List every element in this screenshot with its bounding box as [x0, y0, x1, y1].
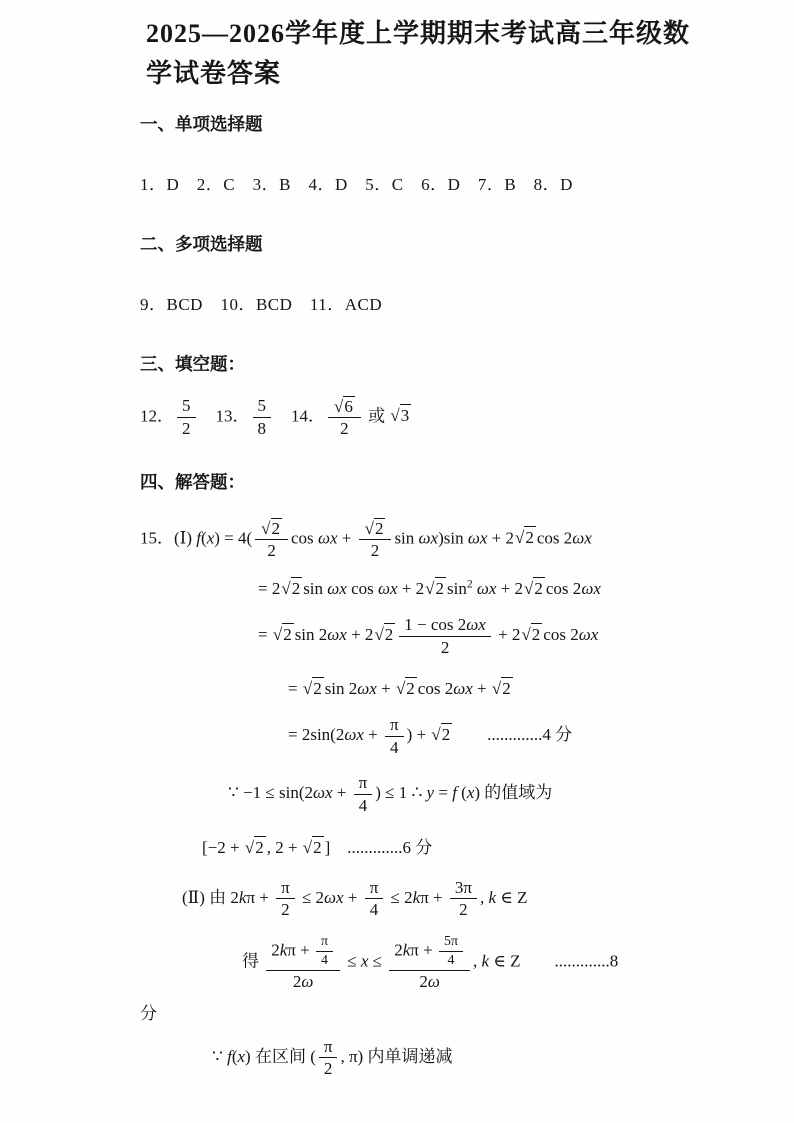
- sqrt-radical: √2: [431, 725, 451, 745]
- solution-line-3: = √2 sin 2ωx + 2√2 $\frac{1 - \cos 2\omega x}{2}$ + 2√2 cos 2ωx: [258, 615, 599, 657]
- fraction: $\frac{\pi}{4}$: [365, 878, 384, 920]
- fraction: $\frac{5}{2}$: [177, 396, 196, 438]
- math-variable: x: [360, 951, 369, 971]
- fraction: $\frac{√2}{2}$: [255, 518, 288, 561]
- math-variable: ωx: [344, 725, 364, 745]
- math-variable: k: [412, 887, 421, 907]
- fraction: 2kπ + $\frac{5\pi}{4}$ 2ω: [389, 934, 470, 992]
- math-variable: ωx: [378, 578, 398, 598]
- math-variable: f: [227, 1046, 232, 1066]
- fraction: 2kπ + $\frac{\pi}{4}$ 2ω: [266, 934, 340, 992]
- solution-line-7: [−2 + √2 , 2 + √2 ] .............6 分: [202, 837, 433, 857]
- section-4-heading: 四、解答题：: [140, 471, 245, 492]
- fraction: $\frac{\pi}{2}$: [276, 878, 295, 920]
- sqrt-radical: √2: [491, 679, 511, 699]
- sqrt-radical: √2: [302, 837, 322, 857]
- math-variable: x: [466, 783, 475, 803]
- math-variable: f: [452, 783, 457, 803]
- solution-line-2: = 2√2 sin ωx cos ωx + 2√2 $\sin^2 \omega x + 2√2$ cos 2ωx: [258, 577, 601, 598]
- fraction: $\frac{5}{8}$: [253, 396, 272, 438]
- fraction: $\frac{√2}{2}$: [359, 518, 392, 561]
- fraction: $\frac{3\pi}{2}$: [450, 878, 477, 920]
- section-3-heading: 三、填空题：: [140, 353, 245, 374]
- sqrt-radical: √2: [374, 624, 394, 644]
- solution-line-4: = √2 sin 2ωx + √2 cos 2ωx + √2: [288, 679, 511, 699]
- math-variable: k: [481, 951, 490, 971]
- section-2-heading: 二、多项选择题: [140, 233, 263, 254]
- fraction: $\frac{\pi}{2}$: [319, 1037, 338, 1079]
- fraction: $\frac{√6}{2}$: [328, 396, 361, 439]
- section-2-answers: 9．BCD 10．BCD 11．ACD: [140, 294, 383, 314]
- fraction: $\frac{\pi}{4}$: [316, 934, 333, 969]
- math-variable: ωx: [324, 887, 344, 907]
- solution-line-1: 15．(Ⅰ) f(x) = 4( $\frac{√2}{2}$ cos ωx + $\frac{√2}{2}$ sin ωx)sin ωx + 2√2 cos 2ωx: [140, 518, 592, 561]
- math-variable: ωx: [476, 578, 497, 598]
- math-variable: ωx: [357, 679, 377, 699]
- solution-line-9: 得 2kπ + $\frac{\pi}{4}$ 2ω ≤ x ≤ 2kπ + $\frac{5\pi}{4}$ 2ω , k ∈ Z .............8: [242, 933, 619, 991]
- fraction: $\frac{5\pi}{4}$: [439, 934, 463, 969]
- math-variable: ωx: [467, 528, 488, 548]
- sqrt-radical: √2: [521, 624, 541, 644]
- sqrt-radical: √2: [261, 518, 281, 538]
- math-variable: ωx: [572, 528, 592, 548]
- superscript: 2: [466, 577, 473, 591]
- fraction: $\frac{\pi}{4}$: [385, 715, 404, 757]
- math-variable: k: [402, 940, 411, 960]
- section-1-heading: 一、单项选择题: [140, 113, 263, 134]
- sqrt-radical: √2: [395, 679, 415, 699]
- sqrt-radical: √2: [364, 518, 384, 538]
- math-variable: k: [238, 887, 247, 907]
- math-variable: k: [279, 940, 288, 960]
- math-variable: ωx: [453, 679, 473, 699]
- math-variable: f: [196, 528, 202, 548]
- solution-line-11: ∵ f(x) 在区间 ( $\frac{\pi}{2}$ , π) 内单调递减: [212, 1036, 453, 1079]
- sqrt-radical: √2: [281, 578, 301, 598]
- fraction: $\frac{\pi}{4}$: [354, 773, 373, 815]
- solution-line-10: 分: [140, 1004, 157, 1024]
- math-variable: y: [426, 783, 435, 803]
- math-variable: ωx: [317, 528, 338, 548]
- sqrt-radical: √2: [515, 528, 534, 548]
- sqrt-radical: √6: [334, 396, 353, 416]
- solution-line-5: = 2sin(2ωx + $\frac{\pi}{4}$ ) + √2 .............4 分: [288, 715, 573, 757]
- sqrt-radical: √3: [390, 406, 410, 426]
- math-variable: ωx: [466, 615, 486, 635]
- sqrt-radical: √2: [272, 624, 292, 644]
- math-variable: ω: [301, 971, 314, 991]
- math-variable: ωx: [327, 624, 347, 644]
- math-variable: ωx: [327, 578, 347, 598]
- math-variable: ωx: [578, 624, 599, 644]
- math-variable: x: [237, 1046, 246, 1066]
- section-1-answers: 1．D 2．C 3．B 4．D 5．C 6．D 7．B 8．D: [140, 174, 573, 194]
- math-variable: ωx: [312, 783, 333, 803]
- math-variable: x: [206, 528, 215, 548]
- sqrt-radical: √2: [524, 578, 543, 598]
- solution-line-6: ∵ −1 ≤ sin(2ωx + $\frac{\pi}{4}$ ) ≤ 1 ∴ y = f (x) 的值域为: [228, 773, 553, 816]
- math-variable: ωx: [418, 528, 439, 548]
- math-variable: k: [488, 887, 496, 907]
- sqrt-radical: √2: [302, 679, 322, 699]
- math-variable: ω: [427, 971, 440, 991]
- fraction: $\frac{1 - \cos 2\omega x}{2}$: [399, 615, 491, 657]
- page-title: 2025—2026学年度上学期期末考试高三年级数学试卷答案: [146, 19, 691, 89]
- sqrt-radical: √2: [244, 837, 264, 857]
- solution-line-8: (Ⅱ) 由 2kπ + $\frac{\pi}{2}$ ≤ 2ωx + $\frac{\pi}{4}$ ≤ 2kπ + $\frac{3\pi}{2}$ , k ∈ Z: [182, 877, 528, 920]
- sqrt-radical: √2: [425, 578, 445, 598]
- math-variable: ωx: [581, 578, 601, 598]
- section-3-answers: 12． $\frac{5}{2}$ 13． $\frac{5}{8}$ 14． $\frac{√6}{2}$ 或 √3: [140, 396, 410, 439]
